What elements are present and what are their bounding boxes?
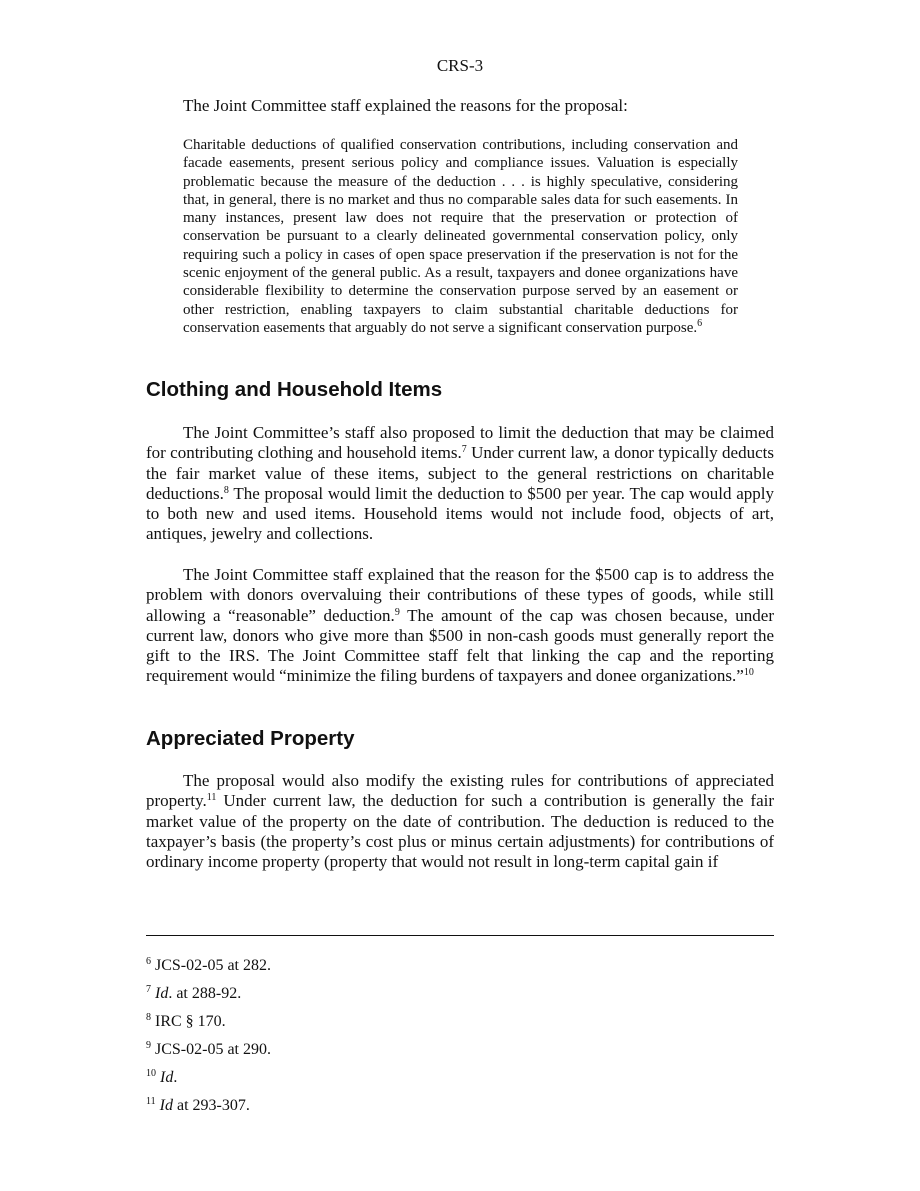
page-number: CRS-3 <box>436 56 484 75</box>
paragraph-text: The proposal would also modify the existing rules for contributions of appreciated property. <box>146 771 774 811</box>
intro-sentence: The Joint Committee staff explained the reasons for the proposal: <box>183 96 628 115</box>
footnote-italic: Id <box>160 1069 174 1086</box>
paragraph-text: Under current law, the deduction for such a contribution is generally the fair market value of the property on the date of contribution. The deduction is reduced to the taxpayer’s basis (the property’s cost plus or minus certain adjustments) for contributions of ordinary income property (property that would not result in long-term capital gain if <box>146 791 774 872</box>
footnote-text: JCS-02-05 at 290. <box>151 1041 271 1058</box>
footnote-text: at 293-307. <box>172 1097 250 1114</box>
paragraph-text: The Joint Committee’s staff also proposed to limit the deduction that may be claimed for contributing clothing and household items. <box>146 423 774 463</box>
footnote-number: 8 <box>146 1012 151 1023</box>
footnote-8 <box>146 1013 226 1031</box>
footnote-ref: 11 <box>206 792 217 804</box>
footnote-10 <box>146 1069 177 1087</box>
section-heading-clothing: Clothing and Household Items <box>146 378 443 401</box>
paragraph-appreciated-1 <box>146 771 774 872</box>
footnote-text: IRC § 170. <box>151 1013 226 1030</box>
footnote-number: 6 <box>146 956 151 967</box>
footnote-italic: Id <box>159 1097 173 1114</box>
footnote-number: 11 <box>146 1096 156 1107</box>
footnote-11 <box>146 1097 250 1115</box>
paragraph-text: The proposal would limit the deduction to $500 per year. The cap would apply to both new and used items. Household items would not include food, objects of art, antiques, jewelry and collections. <box>146 483 774 544</box>
footnote-ref: 8 <box>223 484 229 496</box>
paragraph-text: The Joint Committee staff explained that the reason for the $500 cap is to address the problem with donors overvaluing their contributions of these types of goods, while still allowing a “reasonable” deduction. <box>146 565 774 625</box>
paragraph-text: Under current law, a donor typically deducts the fair market value of these items, subject to the general restrictions on charitable deductions. <box>146 443 774 503</box>
section-heading-appreciated: Appreciated Property <box>146 727 355 750</box>
footnote-ref: 9 <box>394 606 400 618</box>
footnote-7 <box>146 985 241 1003</box>
footnote-9 <box>146 1041 271 1059</box>
footnote-text: . at 288-92. <box>168 985 242 1002</box>
footnote-6 <box>146 957 271 975</box>
footnote-ref: 10 <box>743 667 754 679</box>
paragraph-text: The amount of the cap was chosen because, under current law, donors who give more than $500 in non-cash goods must generally report the gift to the IRS. The Joint Committee staff felt that linking the cap and the reporting requirement would “minimize the filing burdens of taxpayers and donee organizations.” <box>146 605 774 686</box>
footnote-text: JCS-02-05 at 282. <box>151 957 271 974</box>
footnote-text: . <box>173 1069 178 1086</box>
paragraph-clothing-1 <box>146 423 774 545</box>
footnote-ref: 7 <box>461 444 467 456</box>
paragraph-clothing-2 <box>146 565 774 687</box>
footnote-ref: 6 <box>697 317 703 329</box>
footnote-italic: Id <box>155 985 169 1002</box>
block-quote <box>183 136 738 337</box>
block-quote-text: Charitable deductions of qualified conservation contributions, including conservation and facade easements, present serious policy and compliance issues. Valuation is especially problematic because the measure of the deduction . . . is highly speculative, considering that, in general, there is no market and thus no comparable sales data for such easements. In many instances, present law does not require that the preservation or protection of conservation be pursuant to a clearly delineated governmental conservation policy, only requiring such a policy in cases of open space preservation if the preservation is not for the scenic enjoyment of the general public. As a result, taxpayers and donee organizations have considerable flexibility to determine the conservation purpose served by an easement or other restriction, enabling taxpayers to claim substantial charitable deductions for conservation easements that arguably do not serve a significant conservation purpose. <box>183 137 738 336</box>
footnote-number: 9 <box>146 1040 151 1051</box>
footnote-number: 10 <box>146 1068 156 1079</box>
footnote-number: 7 <box>146 984 151 995</box>
footnote-divider <box>146 935 774 936</box>
